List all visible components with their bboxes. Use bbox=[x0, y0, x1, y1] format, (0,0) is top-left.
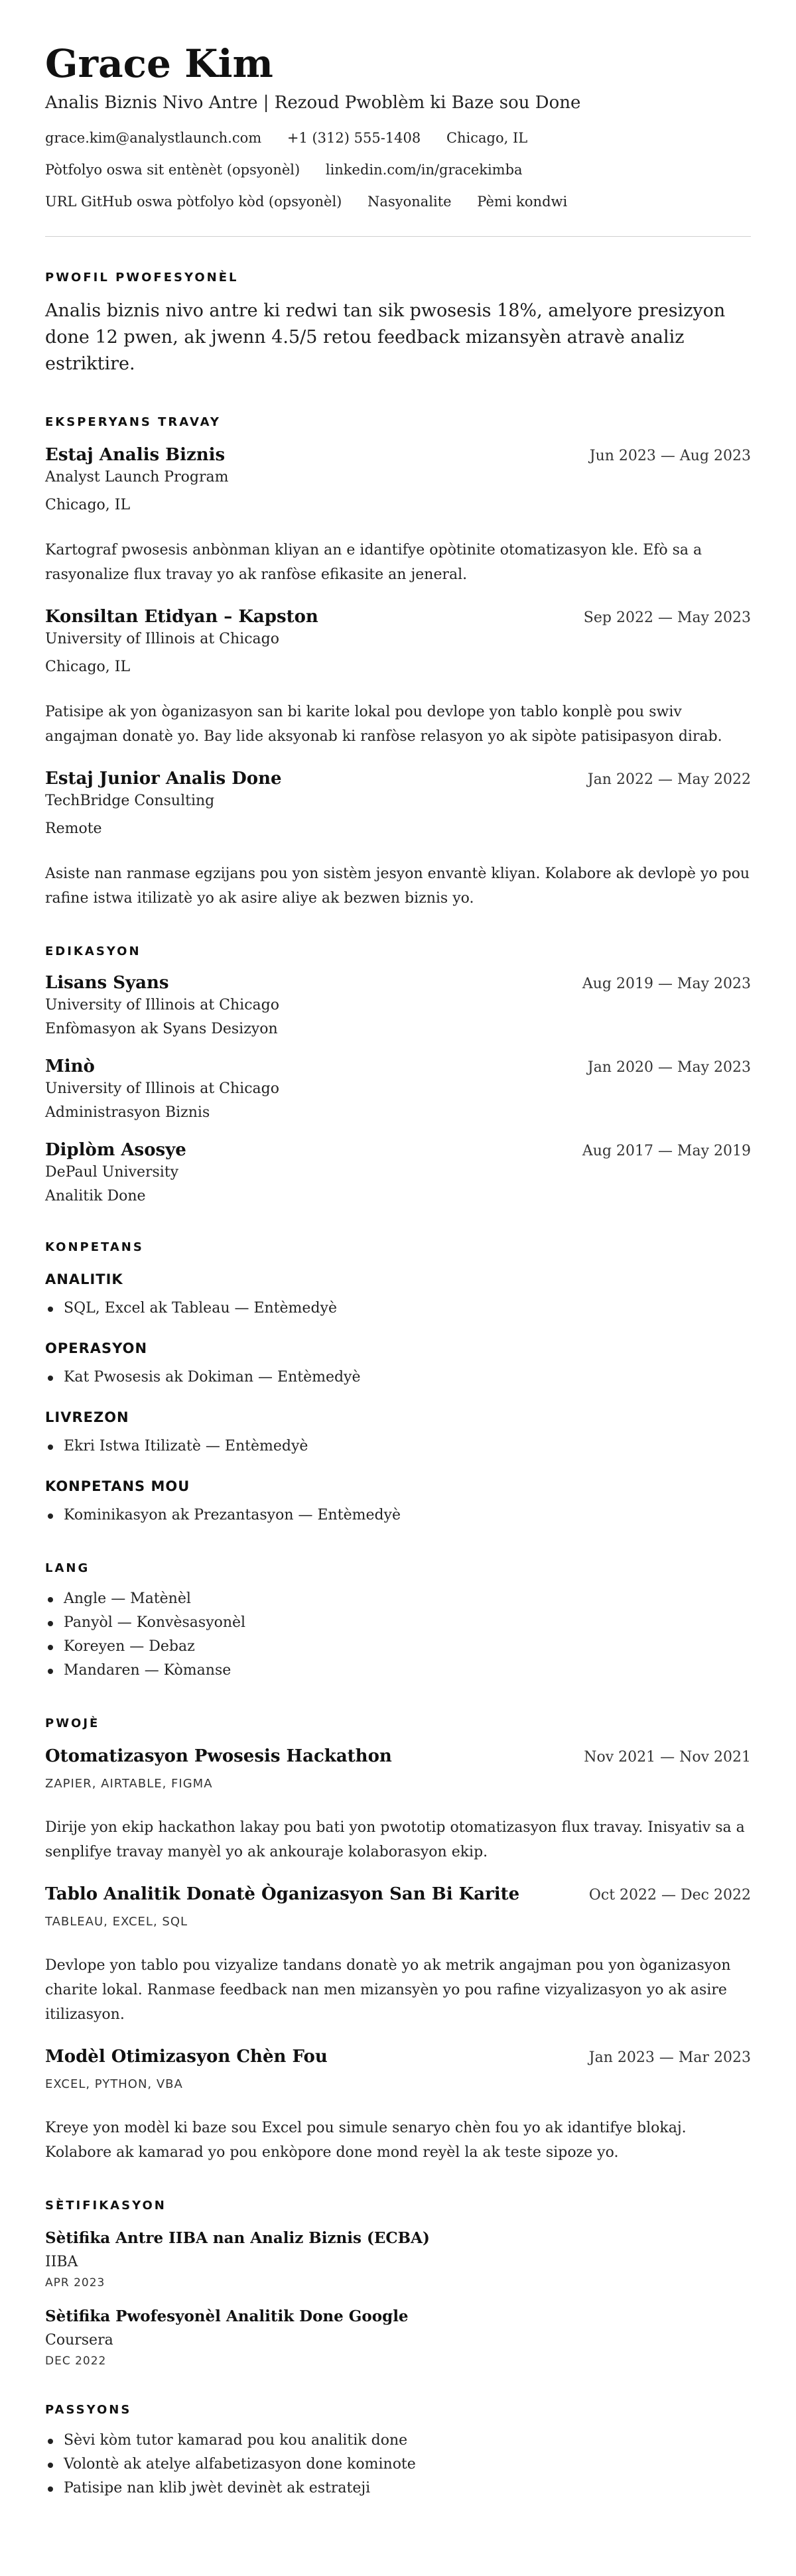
project-description: Devlope yon tablo pou vizyalize tandans donatè yo ak metrik angajman pou yon òganizasyon charite lokal. Ranmase feedback nan men mizansyèn yo pou rafine vizyalizasyon yo ak asire itilizasyon. bbox=[45, 1957, 731, 2023]
candidate-headline: Analis Biznis Nivo Antre | Rezoud Pwoblèm ki Baze sou Done bbox=[45, 93, 581, 113]
certification-name: Sètifika Pwofesyonèl Analitik Done Google bbox=[45, 2307, 409, 2325]
experience-section bbox=[45, 415, 751, 911]
certification-entry bbox=[45, 2307, 751, 2369]
experience-dates: Jan 2022 — May 2022 bbox=[587, 771, 751, 788]
contact-location: Chicago, IL bbox=[446, 130, 528, 146]
experience-location: Chicago, IL bbox=[45, 659, 131, 675]
contact-portfolio[interactable]: Pòtfolyo oswa sit entènèt (opsyonèl) bbox=[45, 162, 300, 178]
certification-date: DEC 2022 bbox=[45, 2354, 107, 2368]
experience-dates: Sep 2022 — May 2023 bbox=[583, 610, 751, 626]
experience-entry-header bbox=[45, 606, 751, 628]
education-section bbox=[45, 944, 751, 1206]
education-degree: Diplòm Asosye bbox=[45, 1140, 186, 1160]
candidate-name: Grace Kim bbox=[45, 41, 273, 86]
header-divider bbox=[45, 236, 751, 237]
education-dates: Aug 2017 — May 2019 bbox=[582, 1143, 751, 1159]
project-entry bbox=[45, 1745, 751, 1864]
contact-line-1 bbox=[45, 129, 751, 147]
skill-category: KONPETANS MOU bbox=[45, 1478, 190, 1494]
experience-description: Kartograf pwosesis anbònman kliyan an e idantifye opòtinite otomatizasyon kle. Efò sa a rasyonalize flux travay yo ak ranfòse efikasite an jeneral. bbox=[45, 542, 702, 583]
project-dates: Oct 2022 — Dec 2022 bbox=[588, 1887, 751, 1903]
project-entry-header bbox=[45, 1745, 751, 1768]
education-dates: Jan 2020 — May 2023 bbox=[587, 1059, 751, 1076]
skill-list bbox=[45, 1435, 751, 1458]
skill-list bbox=[45, 1297, 751, 1320]
section-title-projects: PWOJÈ bbox=[45, 1716, 100, 1730]
language-item: Panyòl — Konvèsasyonèl bbox=[64, 1611, 751, 1635]
project-entry-header bbox=[45, 1883, 751, 1905]
skill-list bbox=[45, 1366, 751, 1389]
experience-dates: Jun 2023 — Aug 2023 bbox=[589, 448, 751, 464]
experience-org: TechBridge Consulting bbox=[45, 793, 215, 809]
certification-issuer: IIBA bbox=[45, 2254, 78, 2270]
language-item: Koreyen — Debaz bbox=[64, 1635, 751, 1659]
project-description: Dirije yon ekip hackathon lakay pou bati yon pwototip otomatizasyon flux travay. Inisyativ sa a senplifye travay manyèl yo ak ankouraje kolaborasyon ekip. bbox=[45, 1819, 745, 1860]
education-school: DePaul University bbox=[45, 1164, 179, 1181]
skill-item: SQL, Excel ak Tableau — Entèmedyè bbox=[64, 1297, 751, 1320]
summary-section bbox=[45, 270, 751, 377]
language-item: Angle — Matènèl bbox=[64, 1587, 751, 1611]
education-entry bbox=[45, 1055, 751, 1123]
skill-list bbox=[45, 1504, 751, 1527]
contact-github[interactable]: URL GitHub oswa pòtfolyo kòd (opsyonèl) bbox=[45, 194, 342, 210]
education-entry-header bbox=[45, 1055, 751, 1078]
experience-description: Patisipe ak yon òganizasyon san bi karite lokal pou devlope yon tablo konplè pou swiv angajman donatè yo. Bay lide aksyonab ki ranfòse relasyon yo ak sipòte patisipasyon dirab. bbox=[45, 704, 722, 745]
project-dates: Nov 2021 — Nov 2021 bbox=[584, 1749, 751, 1766]
skill-category: OPERASYON bbox=[45, 1340, 148, 1356]
project-tech: TABLEAU, EXCEL, SQL bbox=[45, 1915, 188, 1929]
experience-description: Asiste nan ranmase egzijans pou yon sistèm jesyon envantè kliyan. Kolabore ak devlopè yo pou rafine istwa itilizatè yo ak asire aliye ak bezwen biznis yo. bbox=[45, 866, 750, 907]
section-title-experience: EKSPERYANS TRAVAY bbox=[45, 415, 221, 429]
section-title-languages: LANG bbox=[45, 1561, 90, 1575]
education-school: University of Illinois at Chicago bbox=[45, 1080, 279, 1097]
section-title-interests: PASSYONS bbox=[45, 2403, 132, 2417]
project-tech: EXCEL, PYTHON, VBA bbox=[45, 2077, 183, 2091]
education-entry bbox=[45, 1139, 751, 1206]
interests-section bbox=[45, 2402, 751, 2500]
skills-section bbox=[45, 1240, 751, 1527]
project-entry bbox=[45, 2045, 751, 2165]
certification-name: Sètifika Antre IIBA nan Analiz Biznis (ECBA) bbox=[45, 2229, 430, 2247]
experience-location: Chicago, IL bbox=[45, 497, 131, 513]
certification-date: APR 2023 bbox=[45, 2276, 105, 2289]
interest-item: Sèvi kòm tutor kamarad pou kou analitik done bbox=[64, 2429, 751, 2453]
resume-header bbox=[45, 38, 751, 211]
project-tech: ZAPIER, AIRTABLE, FIGMA bbox=[45, 1777, 213, 1791]
experience-role: Konsiltan Etidyan – Kapston bbox=[45, 607, 318, 627]
education-dates: Aug 2019 — May 2023 bbox=[582, 976, 751, 992]
section-title-summary: PWOFIL PWOFESYONÈL bbox=[45, 271, 239, 285]
language-list bbox=[45, 1587, 751, 1683]
skill-item: Kominikasyon ak Prezantasyon — Entèmedyè bbox=[64, 1504, 751, 1527]
education-degree: Minò bbox=[45, 1057, 95, 1076]
contact-phone[interactable]: +1 (312) 555-1408 bbox=[287, 130, 421, 146]
contact-linkedin[interactable]: linkedin.com/in/gracekimba bbox=[325, 162, 523, 178]
education-school: University of Illinois at Chicago bbox=[45, 997, 279, 1013]
education-field: Enfòmasyon ak Syans Desizyon bbox=[45, 1021, 278, 1037]
contact-email[interactable]: grace.kim@analystlaunch.com bbox=[45, 130, 262, 146]
contact-work-permit: Pèmi kondwi bbox=[477, 194, 568, 210]
contact-line-3 bbox=[45, 192, 751, 211]
experience-entry bbox=[45, 606, 751, 749]
project-entry bbox=[45, 1883, 751, 2027]
section-title-skills: KONPETANS bbox=[45, 1240, 144, 1254]
interest-list bbox=[45, 2429, 751, 2500]
education-field: Analitik Done bbox=[45, 1188, 146, 1204]
summary-text: Analis biznis nivo antre ki redwi tan sik pwosesis 18%, amelyore presizyon done 12 pwen, ak jwenn 4.5/5 retou feedback mizansyèn atravè analiz estriktire. bbox=[45, 300, 726, 374]
section-title-education: EDIKASYON bbox=[45, 944, 141, 958]
project-description: Kreye yon modèl ki baze sou Excel pou simule senaryo chèn fou yo ak idantifye blokaj. Kolabore ak kamarad yo pou enkòpore done mond reyèl la ak teste sipoze yo. bbox=[45, 2120, 687, 2161]
skill-item: Ekri Istwa Itilizatè — Entèmedyè bbox=[64, 1435, 751, 1458]
experience-role: Estaj Junior Analis Done bbox=[45, 769, 282, 789]
certification-issuer: Coursera bbox=[45, 2332, 113, 2349]
education-entry-header bbox=[45, 972, 751, 994]
project-name: Modèl Otimizasyon Chèn Fou bbox=[45, 2047, 328, 2067]
interest-item: Patisipe nan klib jwèt devinèt ak estrateji bbox=[64, 2477, 751, 2500]
skill-category: ANALITIK bbox=[45, 1271, 123, 1287]
skill-item: Kat Pwosesis ak Dokiman — Entèmedyè bbox=[64, 1366, 751, 1389]
experience-role: Estaj Analis Biznis bbox=[45, 445, 226, 465]
project-entry-header bbox=[45, 2045, 751, 2068]
experience-entry-header bbox=[45, 767, 751, 790]
contact-line-2 bbox=[45, 161, 751, 179]
certification-entry bbox=[45, 2228, 751, 2291]
section-title-certifications: SÈTIFIKASYON bbox=[45, 2199, 166, 2213]
experience-entry-header bbox=[45, 444, 751, 466]
languages-section bbox=[45, 1561, 751, 1683]
project-name: Tablo Analitik Donatè Òganizasyon San Bi Karite bbox=[45, 1884, 520, 1904]
certifications-section bbox=[45, 2198, 751, 2369]
education-field: Administrasyon Biznis bbox=[45, 1104, 210, 1121]
experience-org: University of Illinois at Chicago bbox=[45, 631, 279, 647]
experience-entry bbox=[45, 767, 751, 911]
education-entry-header bbox=[45, 1139, 751, 1161]
education-entry bbox=[45, 972, 751, 1039]
experience-location: Remote bbox=[45, 820, 102, 837]
education-degree: Lisans Syans bbox=[45, 973, 169, 993]
experience-org: Analyst Launch Program bbox=[45, 469, 229, 485]
experience-entry bbox=[45, 444, 751, 587]
project-dates: Jan 2023 — Mar 2023 bbox=[588, 2049, 751, 2066]
interest-item: Volontè ak atelye alfabetizasyon done kominote bbox=[64, 2453, 751, 2477]
language-item: Mandaren — Kòmanse bbox=[64, 1659, 751, 1683]
projects-section bbox=[45, 1716, 751, 2165]
contact-nationality: Nasyonalite bbox=[367, 194, 452, 210]
skill-category: LIVREZON bbox=[45, 1409, 129, 1425]
project-name: Otomatizasyon Pwosesis Hackathon bbox=[45, 1746, 392, 1766]
